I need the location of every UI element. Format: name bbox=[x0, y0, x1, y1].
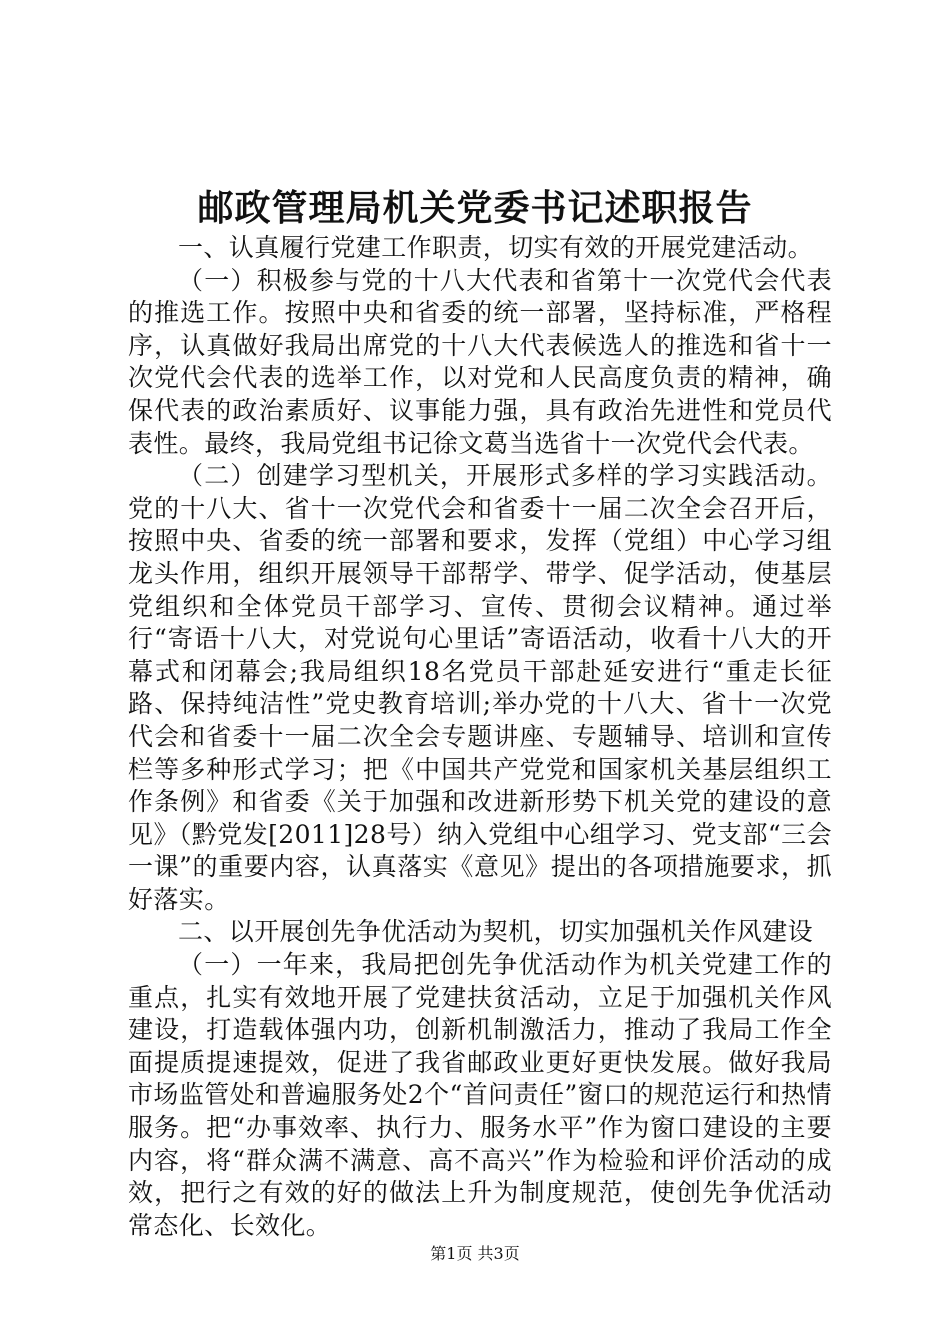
paragraph-1-2: （二）创建学习型机关，开展形式多样的学习实践活动。党的十八大、省十一次党代会和省委十一届二次全会召开后，按照中央、省委的统一部署和要求，发挥（党组）中心学习组龙头作用，组织开展领导干部帮学、带学、促学活动，使基层党组织和全体党员干部学习、宣传、贯彻会议精神。通过举行“寄语十八大，对党说句心里话”寄语活动，收看十八大的开幕式和闭幕会;我局组织18名党员干部赴延安进行“重走长征路、保持纯洁性”党史教育培训;举办党的十八大、省十一次党代会和省委十一届二次全会专题讲座、专题辅导、培训和宣传栏等多种形式学习；把《中国共产党党和国家机关基层组织工作条例》和省委《关于加强和改进新形势下机关党的建设的意见》（黔党发[2011]28号）纳入党组中心组学习、党支部“三会一课”的重要内容，认真落实《意见》提出的各项措施要求，抓好落实。 bbox=[128, 461, 832, 914]
section-heading-2: 二、以开展创先争优活动为契机，切实加强机关作风建设 bbox=[178, 917, 814, 947]
page-number: 第1页 共3页 bbox=[430, 1244, 520, 1263]
section-heading-1: 一、认真履行党建工作职责，切实有效的开展党建活动。 bbox=[178, 233, 814, 262]
document-body bbox=[128, 232, 832, 1242]
paragraph-1-1: （一）积极参与党的十八大代表和省第十一次党代会代表的推选工作。按照中央和省委的统一部署，坚持标准，严格程序，认真做好我局出席党的十八大代表候选人的推选和省十一次党代会代表的选举工作，以对党和人民高度负责的精神，确保代表的政治素质好、议事能力强，具有政治先进性和党员代表性。最终，我局党组书记徐文葛当选省十一次党代会代表。 bbox=[128, 265, 832, 458]
paragraph-2-1: （一）一年来，我局把创先争优活动作为机关党建工作的重点，扎实有效地开展了党建扶贫活动，立足于加强机关作风建设，打造载体强内功，创新机制激活力，推动了我局工作全面提质提速提效，促进了我省邮政业更好更快发展。做好我局市场监管处和普遍服务处2个“首问责任”窗口的规范运行和热情服务。把“办事效率、执行力、服务水平”作为窗口建设的主要内容，将“群众满不满意、高不高兴”作为检验和评价活动的成效，把行之有效的好的做法上升为制度规范，使创先争优活动常态化、长效化。 bbox=[128, 950, 832, 1240]
document-title: 邮政管理局机关党委书记述职报告 bbox=[197, 187, 753, 229]
